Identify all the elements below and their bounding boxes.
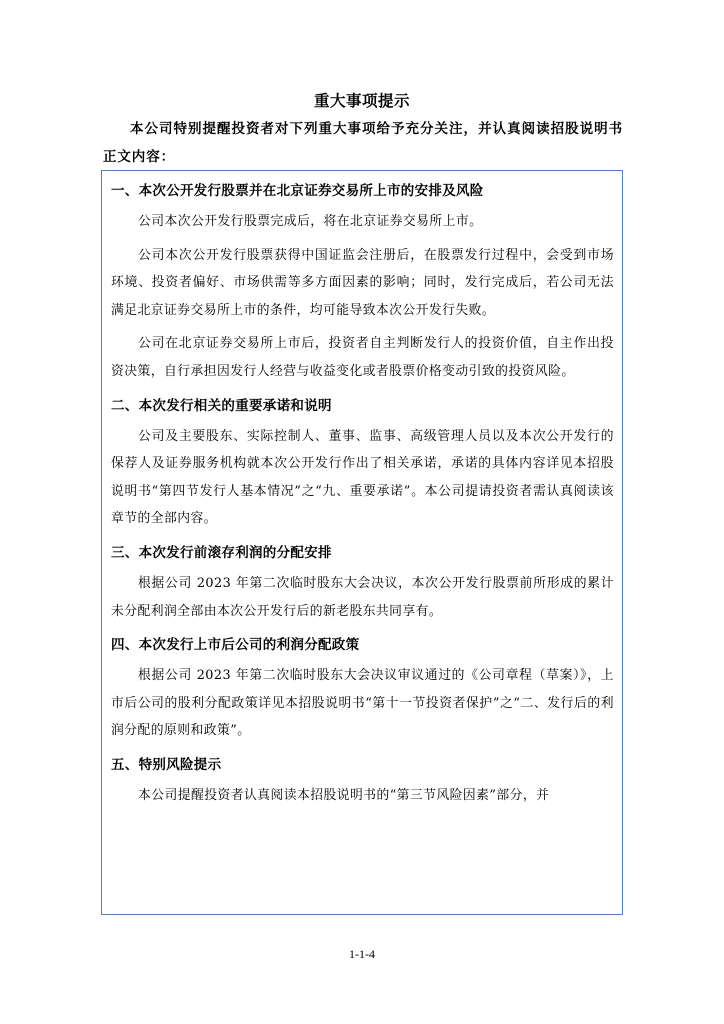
section-5	[111, 751, 614, 810]
intro-paragraph: 本公司特别提醒投资者对下列重大事项给予充分关注，并认真阅读招股说明书正文内容：	[103, 121, 623, 165]
section-paragraph: 公司及主要股东、实际控制人、董事、监事、高级管理人员以及本次公开发行的保荐人及证券服务机构就本次公开发行作出了相关承诺，承诺的具体内容详见本招股说明书“第四节发行人基本情况”之“九、重要承诺”。本公司提请投资者需认真阅读该章节的全部内容。	[111, 428, 614, 527]
section-2	[111, 392, 614, 533]
section-4	[111, 631, 614, 745]
page-number: 1-1-4	[349, 947, 375, 961]
section-paragraph: 根据公司 2023 年第二次临时股东大会决议，本次公开发行股票前所形成的累计未分配利润全部由本次公开发行后的新老股东共同享有。	[111, 575, 614, 619]
page-title: 重大事项提示	[313, 92, 410, 110]
section-3	[111, 539, 614, 625]
section-heading: 二、本次发行相关的重要承诺和说明	[111, 397, 332, 414]
section-paragraph: 本公司提醒投资者认真阅读本招股说明书的“第三节风险因素”部分，并	[138, 787, 550, 803]
section-paragraph: 公司本次公开发行股票完成后，将在北京证券交易所上市。	[138, 214, 483, 229]
section-heading: 五、特别风险提示	[111, 756, 222, 773]
section-paragraph: 公司本次公开发行股票获得中国证监会注册后，在股票发行过程中，会受到市场环境、投资者偏好、市场供需等多方面因素的影响；同时，发行完成后，若公司无法满足北京证券交易所上市的条件，均可能导致本次公开发行失败。	[111, 247, 614, 318]
section-paragraph: 根据公司 2023 年第二次临时股东大会决议审议通过的《公司章程（草案）》，上市后公司的股利分配政策详见本招股说明书“第十一节投资者保护”之“二、发行后的利润分配的原则和政策”。	[111, 668, 614, 739]
section-1	[111, 177, 614, 386]
notice-box	[101, 170, 623, 915]
section-heading: 四、本次发行上市后公司的利润分配政策	[111, 637, 360, 654]
section-heading: 一、本次公开发行股票并在北京证券交易所上市的安排及风险	[111, 183, 484, 199]
section-paragraph: 公司在北京证券交易所上市后，投资者自主判断发行人的投资价值，自主作出投资决策，自行承担因发行人经营与收益变化或者股票价格变动引致的投资风险。	[111, 336, 614, 379]
section-heading: 三、本次发行前滚存利润的分配安排	[111, 544, 332, 561]
